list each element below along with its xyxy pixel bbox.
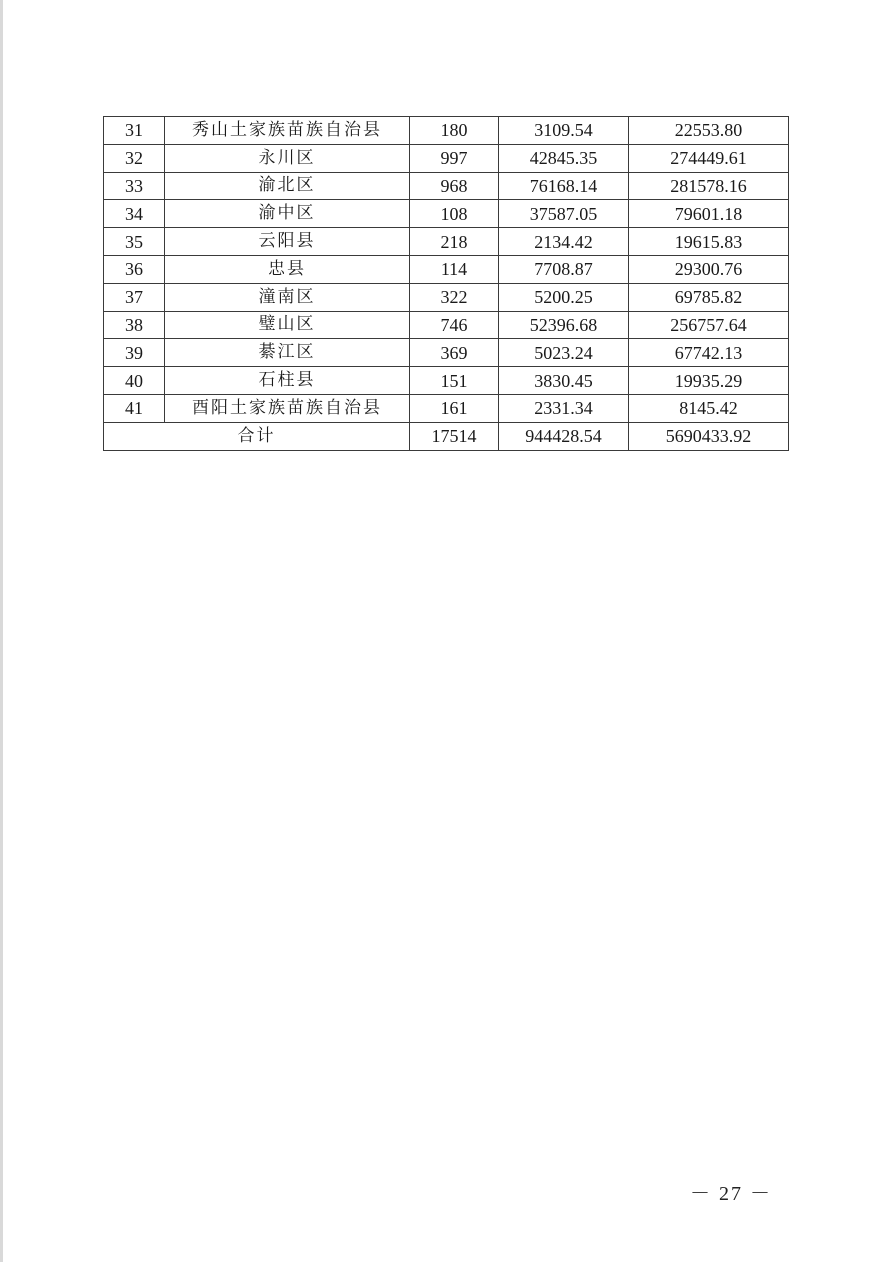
data-table xyxy=(103,116,789,451)
value-a: 369 xyxy=(410,339,499,367)
value-b: 37587.05 xyxy=(499,200,629,228)
table-row xyxy=(104,228,789,256)
value-c: 19935.29 xyxy=(629,367,789,395)
table-row xyxy=(104,367,789,395)
total-b: 944428.54 xyxy=(499,422,629,450)
total-row xyxy=(104,422,789,450)
table-row xyxy=(104,200,789,228)
row-index: 35 xyxy=(104,228,165,256)
value-a: 151 xyxy=(410,367,499,395)
value-b: 76168.14 xyxy=(499,172,629,200)
value-b: 5200.25 xyxy=(499,283,629,311)
value-b: 7708.87 xyxy=(499,255,629,283)
table-row xyxy=(104,172,789,200)
value-c: 19615.83 xyxy=(629,228,789,256)
row-index: 41 xyxy=(104,394,165,422)
value-b: 3109.54 xyxy=(499,117,629,145)
table-body xyxy=(104,117,789,451)
value-a: 161 xyxy=(410,394,499,422)
total-c: 5690433.92 xyxy=(629,422,789,450)
district-name: 綦江区 xyxy=(165,339,410,367)
row-index: 37 xyxy=(104,283,165,311)
table-row xyxy=(104,394,789,422)
value-c: 281578.16 xyxy=(629,172,789,200)
district-name: 忠县 xyxy=(165,255,410,283)
value-c: 69785.82 xyxy=(629,283,789,311)
value-a: 746 xyxy=(410,311,499,339)
table-row xyxy=(104,117,789,145)
row-index: 34 xyxy=(104,200,165,228)
table-row xyxy=(104,144,789,172)
value-c: 22553.80 xyxy=(629,117,789,145)
page-number: － 27 － xyxy=(690,1183,772,1205)
value-c: 29300.76 xyxy=(629,255,789,283)
district-name: 秀山土家族苗族自治县 xyxy=(165,117,410,145)
value-b: 5023.24 xyxy=(499,339,629,367)
table-row xyxy=(104,339,789,367)
value-b: 2134.42 xyxy=(499,228,629,256)
table-row xyxy=(104,283,789,311)
row-index: 39 xyxy=(104,339,165,367)
row-index: 40 xyxy=(104,367,165,395)
value-b: 52396.68 xyxy=(499,311,629,339)
district-name: 永川区 xyxy=(165,144,410,172)
value-b: 42845.35 xyxy=(499,144,629,172)
value-c: 256757.64 xyxy=(629,311,789,339)
value-a: 997 xyxy=(410,144,499,172)
value-c: 79601.18 xyxy=(629,200,789,228)
table-row xyxy=(104,255,789,283)
value-c: 8145.42 xyxy=(629,394,789,422)
value-a: 218 xyxy=(410,228,499,256)
value-a: 968 xyxy=(410,172,499,200)
page-edge xyxy=(0,0,3,1262)
district-name: 璧山区 xyxy=(165,311,410,339)
value-b: 2331.34 xyxy=(499,394,629,422)
district-name: 云阳县 xyxy=(165,228,410,256)
district-name: 潼南区 xyxy=(165,283,410,311)
row-index: 31 xyxy=(104,117,165,145)
total-label: 合计 xyxy=(104,422,410,450)
value-a: 108 xyxy=(410,200,499,228)
district-name: 渝北区 xyxy=(165,172,410,200)
district-name: 渝中区 xyxy=(165,200,410,228)
row-index: 38 xyxy=(104,311,165,339)
value-c: 274449.61 xyxy=(629,144,789,172)
row-index: 33 xyxy=(104,172,165,200)
row-index: 32 xyxy=(104,144,165,172)
value-a: 114 xyxy=(410,255,499,283)
total-a: 17514 xyxy=(410,422,499,450)
district-name: 石柱县 xyxy=(165,367,410,395)
table-row xyxy=(104,311,789,339)
value-a: 180 xyxy=(410,117,499,145)
value-c: 67742.13 xyxy=(629,339,789,367)
value-b: 3830.45 xyxy=(499,367,629,395)
district-name: 酉阳土家族苗族自治县 xyxy=(165,394,410,422)
value-a: 322 xyxy=(410,283,499,311)
row-index: 36 xyxy=(104,255,165,283)
